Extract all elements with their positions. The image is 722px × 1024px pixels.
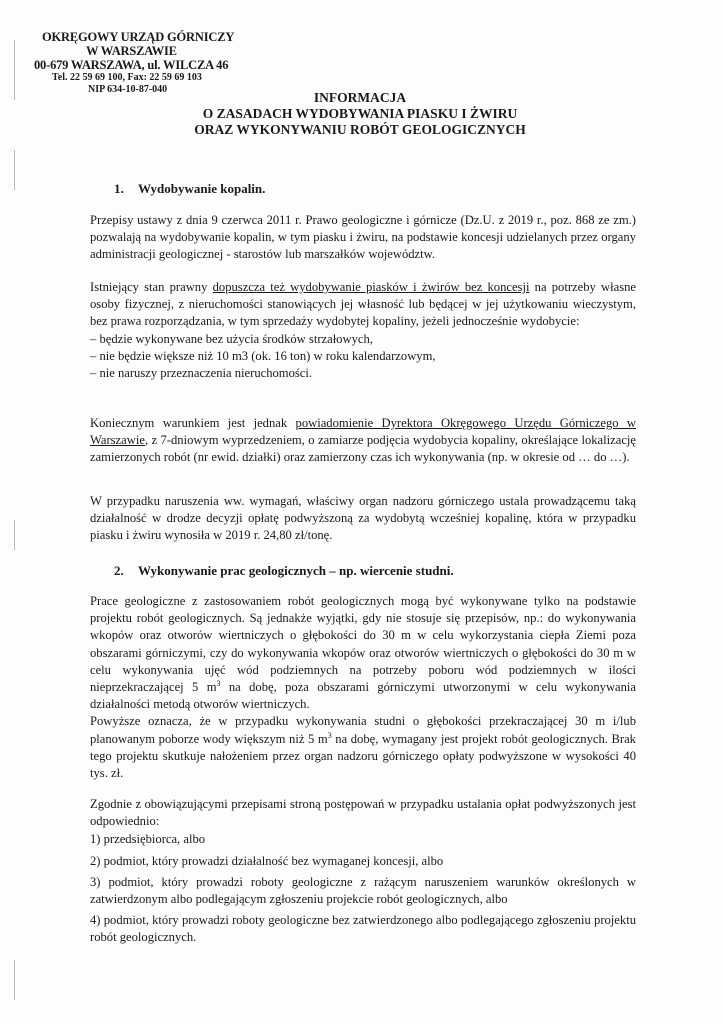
list-item: – nie naruszy przeznaczenia nieruchomości.	[90, 366, 313, 381]
superscript: 3	[327, 730, 332, 740]
scan-mark	[14, 150, 15, 190]
text-run: Powyższe oznacza, że w przypadku wykonywania studni o głębokości przekraczającej 30 m i/lub planowanym poborze wody większym niż 5 m	[90, 714, 636, 746]
paragraph-text	[90, 415, 636, 467]
letterhead-address: 00-679 WARSZAWA, ul. WILCZA 46	[34, 58, 229, 72]
text-run: Koniecznym warunkiem jest jednak	[90, 416, 296, 430]
list-item: 2) podmiot, który prowadzi działalność bez wymaganej koncesji, albo	[90, 853, 444, 868]
underlined-text: powiadomienie Dyrektora Okręgowego Urzędu Górniczego w Warszawie	[90, 416, 636, 448]
letterhead-phone: Tel. 22 59 69 100, Fax: 22 59 69 103	[52, 72, 202, 83]
underlined-text: dopuszcza też wydobywanie piasków i żwirów bez koncesji	[212, 280, 530, 294]
title-line-2: O ZASADACH WYDOBYWANIA PIASKU I ŻWIRU	[202, 106, 518, 121]
paragraph-text: Zgodnie z obowiązującymi przepisami stroną postępowań w przypadku ustalania opłat podwyższonych jest odpowiedniο:	[90, 797, 636, 829]
list-item: 4) podmiot, który prowadzi roboty geologiczne bez zatwierdzonego albo podlegającego zgłoszeniu projektu robót geologicznych.	[90, 913, 636, 945]
list-item: 3) podmiot, który prowadzi roboty geologiczne z rażącym naruszeniem warunków określonych w zatwierdzonym albo podlegającym zgłoszeniu projekcie robót geologicznych, albo	[90, 874, 636, 907]
section-2	[90, 562, 636, 579]
title-line-1: INFORMACJA	[313, 90, 407, 105]
paragraph-text: W przypadku naruszenia ww. wymagań, właściwy organ nadzoru górniczego ustala prowadzącemu taką działalność w drodze decyzji opłatę podwyższoną za wydobytą wcześniej kopalinę, która w przypadku piasku i żwiru wynosiła w 2019 r. 24,80 zł/tonę.	[90, 494, 636, 543]
section-1-paragraph-4	[90, 493, 636, 545]
text-run: na dobę, poza obszarami górniczymi utworzonymi w celu wykonywania działalności metodą otworów wiertniczych.	[90, 680, 637, 712]
document-title	[150, 90, 570, 138]
section-1-title: Wydobywanie kopalin.	[138, 181, 266, 196]
text-run: , z 7-dniowym wyprzedzeniem, o zamiarze podjęcia wydobycia kopaliny, określające lokalizację zamierzonych robót (nr ewid. działki) oraz zamierzony czas ich wykonywania (np. w okresie od … do …).	[90, 433, 636, 465]
scan-mark	[14, 40, 15, 100]
letterhead-office-name: OKRĘGOWY URZĄD GÓRNICZY	[42, 30, 235, 44]
section-2-paragraph-3	[90, 796, 636, 947]
text-run: Prace geologiczne z zastosowaniem robót geologicznych mogą być wykonywane tylko na podstawie projektu robót geologicznych. Są jednakże wyjątki, gdy nie stosuje się przepisów, np.: do wykonywania wkopów oraz otworów wiertniczych o głębokości do 30 m w celu wykorzystania ciepła Ziemi poza obszarami górniczymi, czy do wykonywania wkopów oraz otworów wiertniczych o głębokości do 30 m w celu wykonywania ujęć wód podziemnych na potrzeby poboru wód podziemnych w ilości nieprzekraczającej 5 m	[90, 594, 636, 695]
section-2-heading	[90, 562, 636, 579]
superscript: 3	[216, 678, 221, 688]
section-1-paragraph-3	[90, 415, 636, 467]
scan-mark	[14, 520, 15, 550]
paragraph-text	[90, 279, 636, 331]
text-run: na dobę, wymagany jest projekt robót geologicznych. Brak tego projektu skutkuje nałożeniem przez organ nadzoru górniczego opłaty podwyższone w wysokości 40 tys. zł.	[90, 731, 636, 781]
section-2-number: 2.	[114, 563, 124, 578]
letterhead-city: W WARSZAWIE	[86, 44, 177, 58]
section-2-paragraph-1	[90, 593, 636, 782]
text-run: Istniejący stan prawny	[90, 280, 213, 294]
section-1-heading	[90, 180, 636, 197]
list-item: – będzie wykonywane bez użycia środków strzałowych,	[90, 331, 373, 346]
scan-mark	[14, 960, 15, 1000]
section-1	[90, 180, 636, 197]
section-1-paragraph-2	[90, 279, 636, 382]
paragraph-text: Przepisy ustawy z dnia 9 czerwca 2011 r. Prawo geologiczne i górnicze (Dz.U. z 2019 r., poz. 868 ze zm.) pozwalają na wydobywanie kopalin, w tym piasku i żwiru, na podstawie koncesji udzielanych przez organy administracji geologicznej - starostów lub marszałków województw.	[90, 213, 636, 262]
list-item: 1) przedsiębiorca, albo	[90, 832, 206, 847]
section-2-title: Wykonywanie prac geologicznych – np. wiercenie studni.	[138, 563, 454, 578]
letterhead-nip: NIP 634-10-87-040	[88, 84, 168, 95]
section-1-paragraph-1	[90, 212, 636, 264]
letterhead-stamp	[34, 30, 264, 96]
paragraph-text	[90, 593, 636, 713]
title-line-3: ORAZ WYKONYWANIU ROBÓT GEOLOGICZNYCH	[194, 122, 526, 137]
paragraph-text	[90, 713, 636, 782]
section-1-number: 1.	[114, 181, 124, 196]
text-run: na potrzeby własne osoby fizycznej, z nieruchomości stanowiących jej własność lub będącej w jej użytkowaniu wieczystym, bez prawa rozporządzania, w tym sprzedaży wydobytej kopaliny, jeżeli jednocześnie wydobycie:	[90, 280, 636, 329]
list-item: – nie będzie większe niż 10 m3 (ok. 16 ton) w roku kalendarzowym,	[90, 348, 436, 363]
